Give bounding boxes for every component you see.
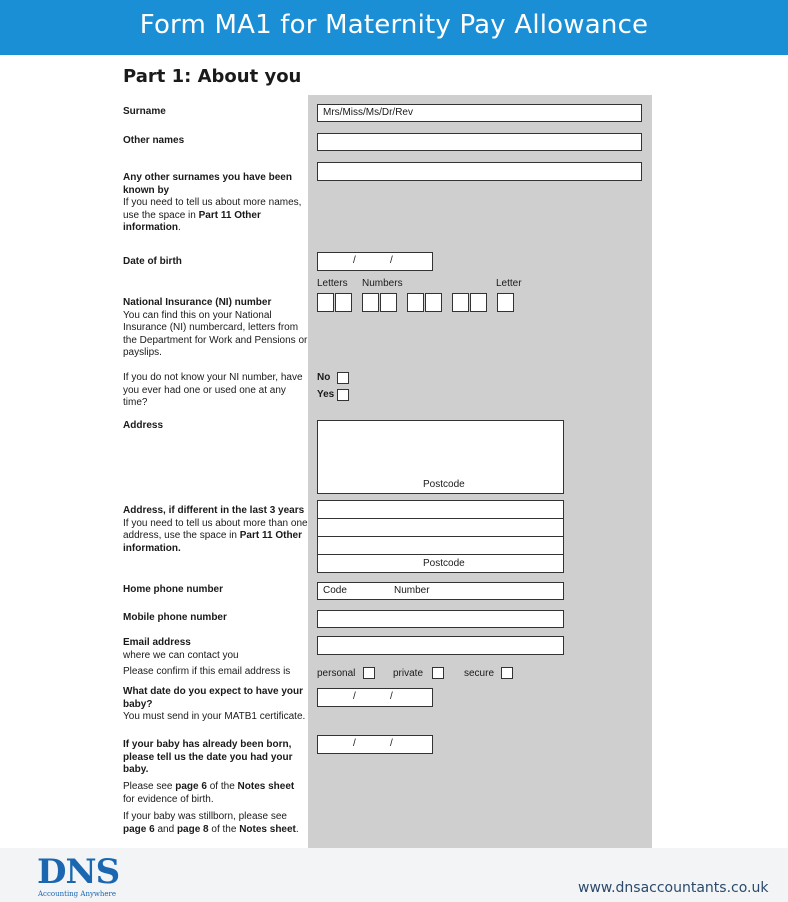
page-title: Form MA1 for Maternity Pay Allowance [139,10,649,40]
surname-title-options: Mrs/Miss/Ms/Dr/Rev [323,107,413,118]
other-surnames-field[interactable] [317,162,642,181]
due-date-slash-2: / [390,691,393,702]
ni-letters-caption: Letters [317,278,348,289]
email-field[interactable] [317,636,564,655]
dob-slash-1: / [353,255,356,266]
home-phone-label: Home phone number [123,584,224,595]
footer-url-link[interactable]: www.dnsaccountants.co.uk [578,880,769,896]
form-input-panel [308,95,652,895]
prev-address-line-3[interactable] [317,536,564,555]
due-date-field[interactable] [317,688,433,707]
no-option-label: No [317,372,331,383]
ni-letter-caption: Letter [496,278,522,289]
prev-address-postcode-label: Postcode [423,558,465,569]
personal-option-label: personal [317,668,356,679]
ni-box[interactable] [362,293,379,312]
ni-box[interactable] [407,293,424,312]
born-date-slash-1: / [353,738,356,749]
section-title: Part 1: About you [123,66,302,87]
no-checkbox[interactable] [337,372,349,384]
other-surnames-label: Any other surnames you have been known by If you need to tell us about more names, use the space in Part 11 Other information. [123,172,302,233]
due-date-label: What date do you expect to have your baby? You must send in your MATB1 certificate. [123,686,306,722]
dob-field[interactable] [317,252,433,271]
private-checkbox[interactable] [432,667,444,679]
born-date-slash-2: / [390,738,393,749]
ni-box[interactable] [452,293,469,312]
ni-box[interactable] [317,293,334,312]
ni-box[interactable] [497,293,514,312]
address-postcode-label: Postcode [423,479,465,490]
phone-number-caption: Number [394,585,430,596]
born-date-field[interactable] [317,735,433,754]
dns-logo: DNS [37,852,120,892]
mobile-phone-field[interactable] [317,610,564,628]
address-label: Address [123,420,164,431]
ni-box[interactable] [335,293,352,312]
surname-label: Surname [123,106,166,117]
mobile-phone-label: Mobile phone number [123,612,227,623]
secure-checkbox[interactable] [501,667,513,679]
home-phone-field[interactable] [317,582,564,600]
email-confirm-text: Please confirm if this email address is [123,666,291,677]
phone-code-caption: Code [323,585,347,596]
private-option-label: private [393,668,424,679]
notes-evidence-text: Please see page 6 of the Notes sheet for evidence of birth. [123,781,295,805]
personal-checkbox[interactable] [363,667,375,679]
due-date-slash-1: / [353,691,356,702]
prev-address-line-1[interactable] [317,500,564,519]
other-names-label: Other names [123,135,185,146]
secure-option-label: secure [464,668,495,679]
dob-label: Date of birth [123,256,182,267]
born-date-label: If your baby has already been born, please tell us the date you had your baby. [123,739,293,775]
ni-label: National Insurance (NI) number You can find this on your National Insurance (NI) numbercard, letters from the Department for Work and Pensions or payslips. [123,297,308,358]
ni-box[interactable] [425,293,442,312]
email-label: Email address where we can contact you [123,637,239,661]
notes-stillborn-text: If your baby was stillborn, please see page 6 and page 8 of the Notes sheet. [123,811,299,835]
address-different-label: Address, if different in the last 3 years If you need to tell us about more than one address, use the space in Part 11 Other information. [123,505,308,554]
other-names-field[interactable] [317,133,642,151]
yes-option-label: Yes [317,389,335,400]
ni-box[interactable] [470,293,487,312]
ni-numbers-caption: Numbers [362,278,403,289]
prev-address-line-2[interactable] [317,518,564,537]
yes-checkbox[interactable] [337,389,349,401]
dob-slash-2: / [390,255,393,266]
logo-tagline: Accounting Anywhere [38,890,117,898]
ni-unknown-question: If you do not know your NI number, have you ever had one or used one at any time? [123,372,303,408]
ni-box[interactable] [380,293,397,312]
